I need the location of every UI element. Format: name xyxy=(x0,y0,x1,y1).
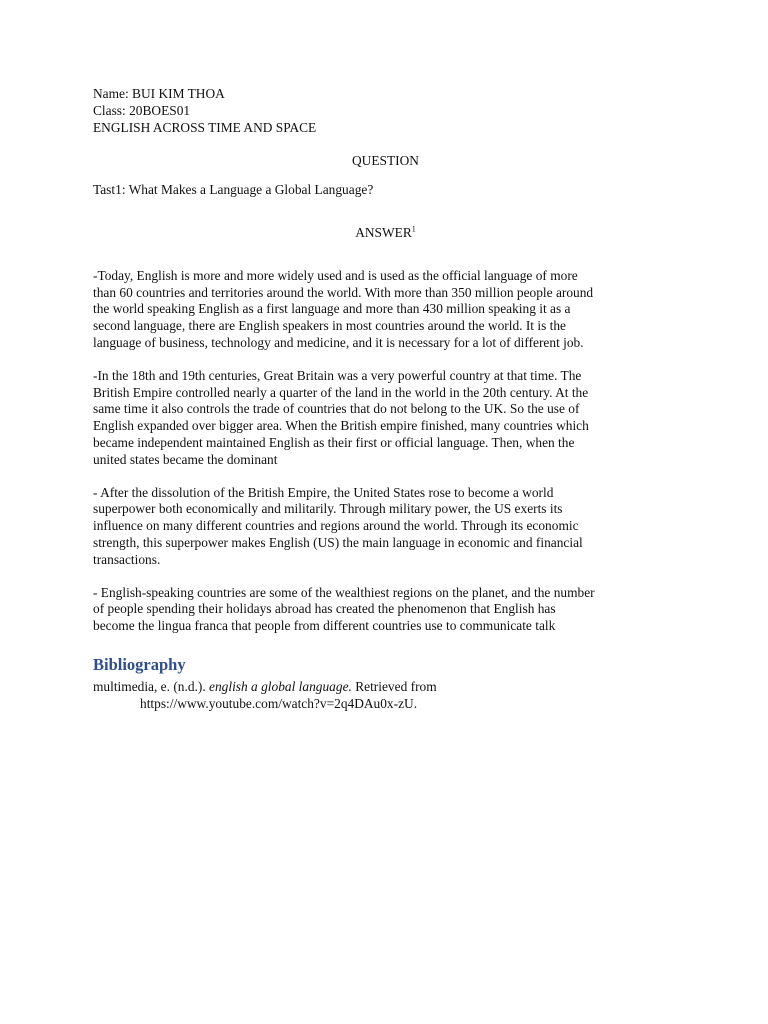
answer-paragraph-3 xyxy=(93,485,678,569)
paragraph-line: - English-speaking countries are some of the wealthiest regions on the planet, and the number xyxy=(93,584,595,600)
answer-heading-text: ANSWER xyxy=(355,224,412,240)
bibliography-entry xyxy=(93,679,678,713)
answer-paragraph-4 xyxy=(93,585,678,635)
task-prompt: Tast1: What Makes a Language a Global Language? xyxy=(93,182,374,198)
paragraph-line: British Empire controlled nearly a quarter of the land in the world in the 20th century. At the xyxy=(93,384,589,400)
student-name: Name: BUI KIM THOA xyxy=(93,86,225,101)
paragraph-line: of people spending their holidays abroad has created the phenomenon that English has xyxy=(93,601,556,617)
citation-url[interactable]: https://www.youtube.com/watch?v=2q4DAu0x-zU. xyxy=(140,695,418,711)
paragraph-line: transactions. xyxy=(93,551,161,567)
answer-heading xyxy=(93,225,678,242)
student-header xyxy=(93,86,678,136)
document-page xyxy=(93,86,678,713)
paragraph-line: English expanded over bigger area. When the British empire finished, many countries which xyxy=(93,418,589,434)
paragraph-line: strength, this superpower makes English (US) the main language in economic and financial xyxy=(93,534,583,550)
paragraph-line: -In the 18th and 19th centuries, Great Britain was a very powerful country at that time. The xyxy=(93,367,582,383)
answer-paragraph-1 xyxy=(93,268,678,352)
paragraph-line: than 60 countries and territories around the world. With more than 350 million people around xyxy=(93,284,594,300)
paragraph-line: second language, there are English speakers in most countries around the world. It is the xyxy=(93,318,567,334)
citation-retrieved: Retrieved from xyxy=(351,678,437,694)
paragraph-line: - After the dissolution of the British Empire, the United States rose to become a world xyxy=(93,484,554,500)
question-heading: QUESTION xyxy=(352,153,419,169)
paragraph-line: become the lingua franca that people from different countries use to communicate talk xyxy=(93,618,556,634)
paragraph-line: language of business, technology and medicine, and it is necessary for a lot of different job. xyxy=(93,334,584,350)
paragraph-line: united states became the dominant xyxy=(93,451,278,467)
paragraph-line: the world speaking English as a first language and more than 430 million speaking it as a xyxy=(93,301,571,317)
citation-author: multimedia, e. (n.d.). xyxy=(93,678,210,694)
footnote-mark: 1 xyxy=(411,224,416,234)
paragraph-line: became independent maintained English as their first or official language. Then, when the xyxy=(93,434,575,450)
bibliography-heading: Bibliography xyxy=(93,654,186,674)
student-class: Class: 20BOES01 xyxy=(93,102,191,118)
course-title: ENGLISH ACROSS TIME AND SPACE xyxy=(93,119,317,135)
bibliography-citation xyxy=(93,679,678,696)
paragraph-line: same time it also controls the trade of countries that do not belong to the UK. So the use of xyxy=(93,401,580,417)
paragraph-line: -Today, English is more and more widely used and is used as the official language of more xyxy=(93,267,578,283)
answer-paragraph-2 xyxy=(93,368,678,469)
paragraph-line: influence on many different countries and regions around the world. Through its economic xyxy=(93,518,579,534)
paragraph-line: superpower both economically and militarily. Through military power, the US exerts its xyxy=(93,501,563,517)
citation-title: english a global language. xyxy=(209,678,352,694)
